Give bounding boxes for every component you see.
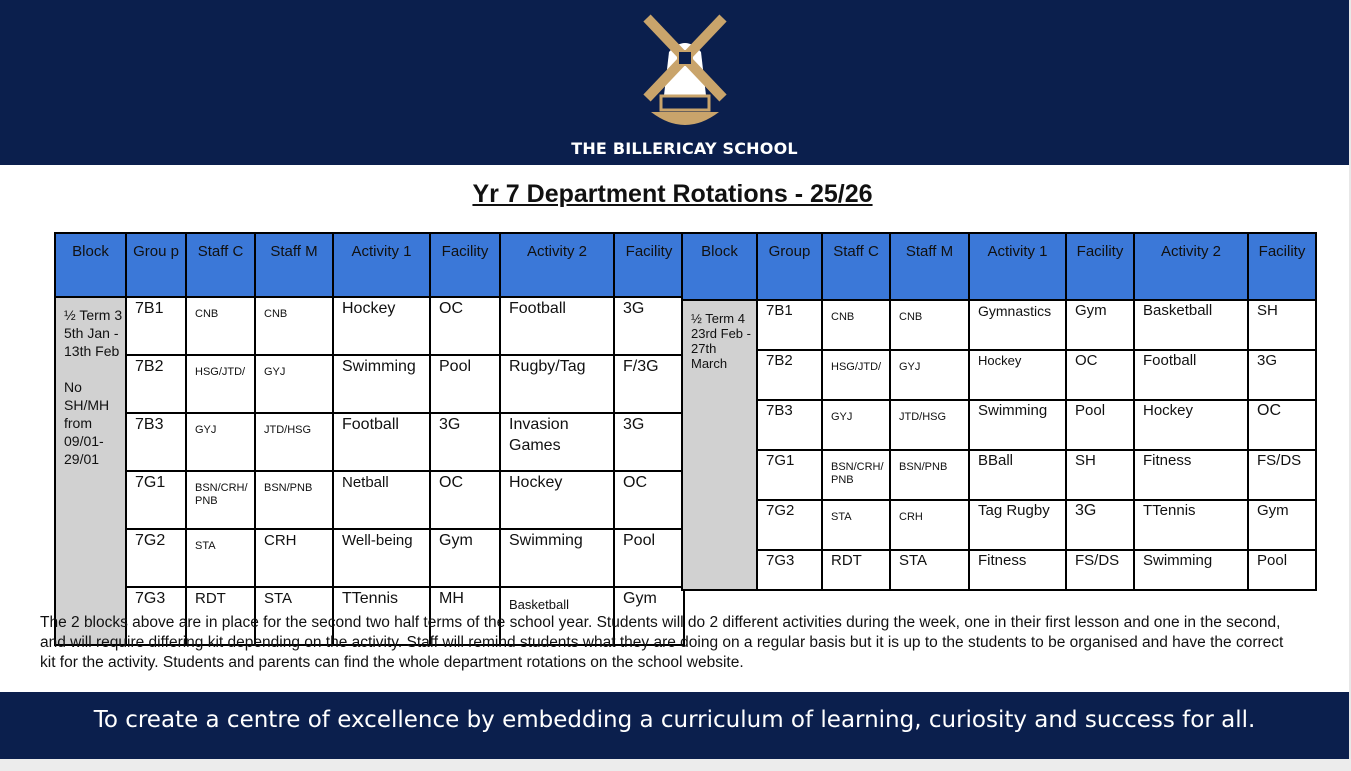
activity2-cell: Basketball — [1134, 300, 1248, 350]
rotation-table-term3 — [54, 232, 685, 646]
facility2-cell: 3G — [614, 413, 684, 471]
table-row — [55, 413, 684, 471]
group-cell: 7G3 — [126, 587, 186, 645]
column-header: Facility — [614, 233, 684, 297]
rotation-note: The 2 blocks above are in place for the second two half terms of the school year. Students will do 2 different activities during the week, one in their first lesson and one in the second, and will require differing kit depending on the activity. Staff will remind students what they are doing on a regular basis but it is up to the students to be organised and have the correct kit for the activity. Students and parents can find the whole department rotations on the school website. — [40, 614, 1284, 671]
activity1-cell: Swimming — [969, 400, 1066, 450]
page-title: Yr 7 Department Rotations - 25/26 — [472, 180, 873, 208]
group-cell: 7G1 — [126, 471, 186, 529]
facility1-cell: Gym — [1066, 300, 1134, 350]
activity1-cell: Football — [333, 413, 430, 471]
table-row — [55, 529, 684, 587]
group-cell: 7G2 — [126, 529, 186, 587]
facility1-cell: Gym — [430, 529, 500, 587]
facility2-cell: Pool — [1248, 550, 1316, 590]
column-header: Group — [757, 233, 822, 300]
staff-m-cell: JTD/HSG — [890, 400, 969, 450]
school-name: THE BILLERICAY SCHOOL — [571, 139, 798, 158]
facility2-cell: Gym — [614, 587, 684, 645]
rotation-table-term4 — [681, 232, 1317, 591]
facility2-cell: SH — [1248, 300, 1316, 350]
facility2-cell: F/3G — [614, 355, 684, 413]
school-motto-banner — [0, 692, 1349, 759]
group-cell: 7B2 — [126, 355, 186, 413]
staff-c-cell: GYJ — [822, 400, 890, 450]
activity2-cell: Football — [500, 297, 614, 355]
table-header-row — [55, 233, 684, 297]
activity2-cell: Basketball — [500, 587, 614, 645]
activity2-cell: Football — [1134, 350, 1248, 400]
activity1-cell: Hockey — [333, 297, 430, 355]
table-header-row — [682, 233, 1316, 300]
facility2-cell: 3G — [614, 297, 684, 355]
activity1-cell: Tag Rugby — [969, 500, 1066, 550]
staff-c-cell: RDT — [186, 587, 255, 645]
activity1-cell: Gymnastics — [969, 300, 1066, 350]
facility2-cell: Gym — [1248, 500, 1316, 550]
facility1-cell: FS/DS — [1066, 550, 1134, 590]
activity2-cell: Invasion Games — [500, 413, 614, 471]
facility2-cell: Pool — [614, 529, 684, 587]
school-header — [0, 0, 1349, 165]
facility2-cell: FS/DS — [1248, 450, 1316, 500]
activity1-cell: TTennis — [333, 587, 430, 645]
column-header: Activity 2 — [1134, 233, 1248, 300]
staff-c-cell: RDT — [822, 550, 890, 590]
column-header: Facility — [1248, 233, 1316, 300]
column-header: Staff C — [186, 233, 255, 297]
staff-m-cell: BSN/PNB — [255, 471, 333, 529]
activity1-cell: BBall — [969, 450, 1066, 500]
staff-m-cell: GYJ — [890, 350, 969, 400]
staff-m-cell: JTD/HSG — [255, 413, 333, 471]
column-header: Activity 1 — [333, 233, 430, 297]
facility1-cell: 3G — [1066, 500, 1134, 550]
group-cell: 7G2 — [757, 500, 822, 550]
facility1-cell: OC — [430, 471, 500, 529]
column-header: Facility — [1066, 233, 1134, 300]
activity2-cell: Hockey — [500, 471, 614, 529]
column-header: Activity 2 — [500, 233, 614, 297]
facility1-cell: 3G — [430, 413, 500, 471]
table-row — [682, 500, 1316, 550]
facility1-cell: OC — [430, 297, 500, 355]
facility1-cell: Pool — [1066, 400, 1134, 450]
staff-m-cell: CRH — [255, 529, 333, 587]
table-row — [682, 300, 1316, 350]
column-header: Staff M — [255, 233, 333, 297]
staff-m-cell: CRH — [890, 500, 969, 550]
facility2-cell: OC — [614, 471, 684, 529]
page-bottom-edge — [0, 759, 1351, 771]
column-header: Staff C — [822, 233, 890, 300]
block-label: ½ Term 4 23rd Feb - 27th March — [682, 300, 757, 590]
facility2-cell: OC — [1248, 400, 1316, 450]
activity1-cell: Netball — [333, 471, 430, 529]
column-header: Activity 1 — [969, 233, 1066, 300]
staff-c-cell: CNB — [822, 300, 890, 350]
column-header: Staff M — [890, 233, 969, 300]
staff-c-cell: BSN/CRH/PNB — [822, 450, 890, 500]
table-row — [55, 355, 684, 413]
group-cell: 7B2 — [757, 350, 822, 400]
facility1-cell: SH — [1066, 450, 1134, 500]
activity2-cell: Hockey — [1134, 400, 1248, 450]
staff-m-cell: STA — [890, 550, 969, 590]
table-row — [682, 350, 1316, 400]
table-row — [55, 297, 684, 355]
column-header: Block — [55, 233, 126, 297]
group-cell: 7G1 — [757, 450, 822, 500]
group-cell: 7B3 — [757, 400, 822, 450]
staff-c-cell: STA — [186, 529, 255, 587]
group-cell: 7B3 — [126, 413, 186, 471]
column-header: Grou p — [126, 233, 186, 297]
block-label: ½ Term 3 5th Jan - 13th Feb No SH/MH from 09/01-29/01 — [55, 297, 126, 645]
facility2-cell: 3G — [1248, 350, 1316, 400]
staff-c-cell: STA — [822, 500, 890, 550]
activity2-cell: TTennis — [1134, 500, 1248, 550]
group-cell: 7B1 — [757, 300, 822, 350]
table-row — [682, 550, 1316, 590]
staff-m-cell: CNB — [255, 297, 333, 355]
activity1-cell: Swimming — [333, 355, 430, 413]
activity2-cell: Rugby/Tag — [500, 355, 614, 413]
staff-m-cell: GYJ — [255, 355, 333, 413]
staff-c-cell: CNB — [186, 297, 255, 355]
staff-m-cell: CNB — [890, 300, 969, 350]
staff-m-cell: STA — [255, 587, 333, 645]
facility1-cell: OC — [1066, 350, 1134, 400]
column-header: Block — [682, 233, 757, 300]
staff-c-cell: HSG/JTD/ — [186, 355, 255, 413]
activity2-cell: Swimming — [500, 529, 614, 587]
facility1-cell: MH — [430, 587, 500, 645]
activity2-cell: Fitness — [1134, 450, 1248, 500]
staff-c-cell: BSN/CRH/PNB — [186, 471, 255, 529]
windmill-logo-icon — [635, 12, 735, 132]
table-row — [682, 450, 1316, 500]
school-motto: To create a centre of excellence by embedding a curriculum of learning, curiosity and success for all. — [93, 707, 1256, 733]
activity1-cell: Fitness — [969, 550, 1066, 590]
staff-c-cell: HSG/JTD/ — [822, 350, 890, 400]
activity1-cell: Well-being — [333, 529, 430, 587]
staff-m-cell: BSN/PNB — [890, 450, 969, 500]
table-row — [55, 471, 684, 529]
staff-c-cell: GYJ — [186, 413, 255, 471]
activity1-cell: Hockey — [969, 350, 1066, 400]
activity2-cell: Swimming — [1134, 550, 1248, 590]
table-row — [682, 400, 1316, 450]
column-header: Facility — [430, 233, 500, 297]
group-cell: 7B1 — [126, 297, 186, 355]
group-cell: 7G3 — [757, 550, 822, 590]
facility1-cell: Pool — [430, 355, 500, 413]
